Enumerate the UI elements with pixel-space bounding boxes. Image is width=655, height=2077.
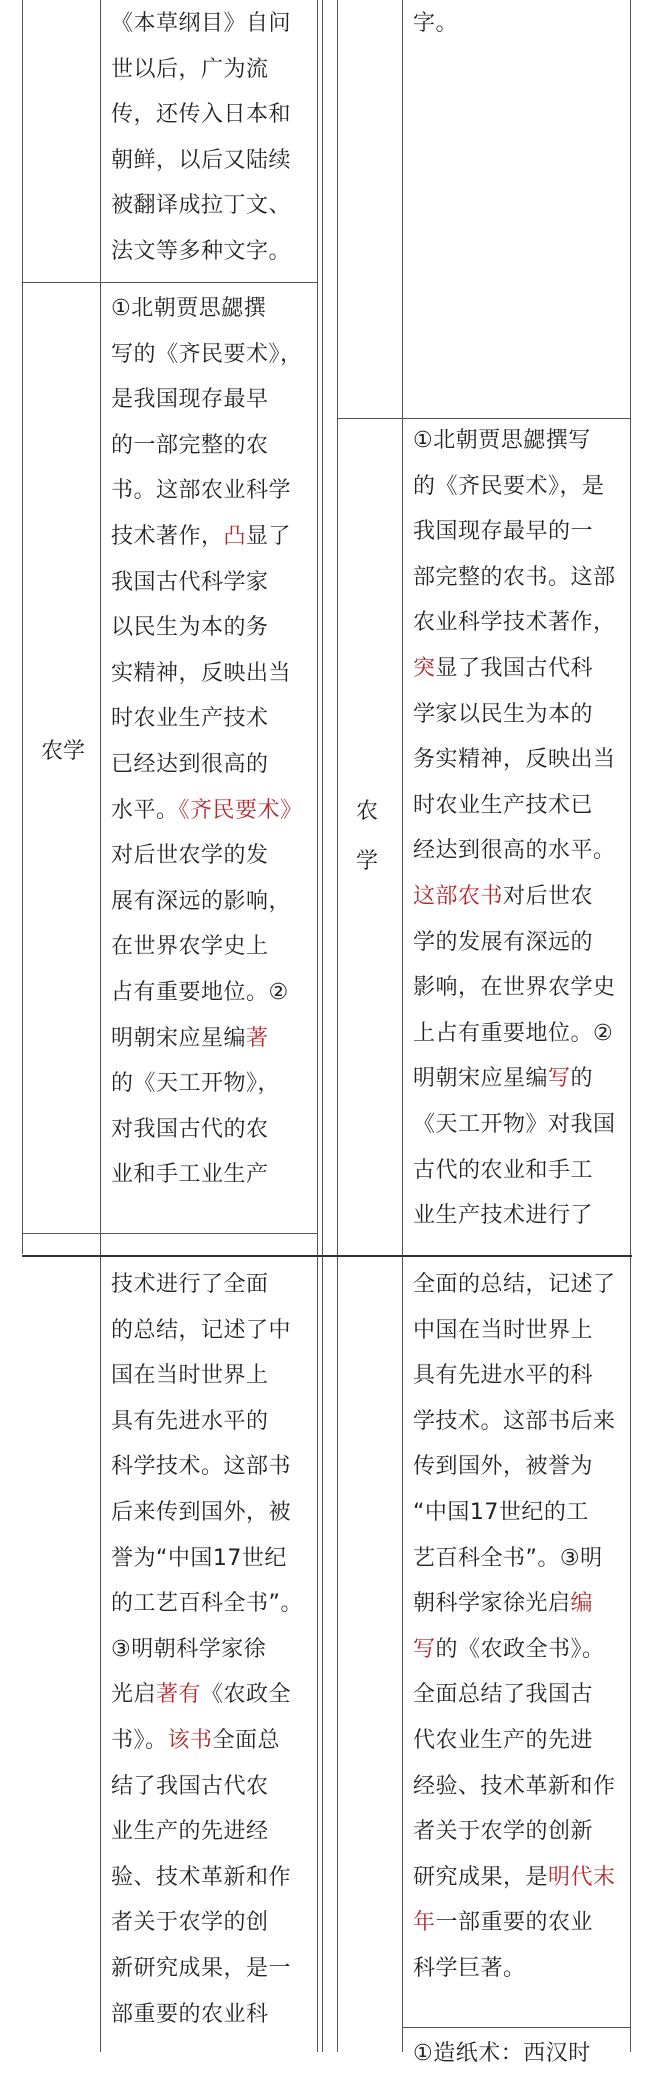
right-bottom-row-divider xyxy=(402,2027,631,2028)
text-line xyxy=(413,1399,616,1445)
text-line xyxy=(111,605,303,651)
text-segment: 科学技术。这部书 xyxy=(111,1454,292,1480)
right-continued-cell-text xyxy=(413,1262,616,1992)
text-line xyxy=(111,1900,303,1946)
text-line xyxy=(111,924,303,970)
text-line xyxy=(111,423,303,469)
text-line xyxy=(413,418,616,464)
text-line xyxy=(111,651,303,697)
text-segment: 传，还传入日本和 xyxy=(111,102,292,128)
text-line xyxy=(111,183,291,229)
text-segment: 代农业生产的先进 xyxy=(413,1727,594,1753)
highlighted-text: 著有 xyxy=(156,1682,202,1708)
text-line xyxy=(111,1444,303,1490)
highlighted-text: 《齐民要术》 xyxy=(178,797,303,823)
text-line xyxy=(111,1809,303,1855)
text-line xyxy=(111,1855,303,1901)
right-agri-label-char-2: 学 xyxy=(356,849,379,874)
text-line xyxy=(111,879,303,925)
text-segment: 学技术。这部书后来 xyxy=(413,1408,616,1434)
text-segment: 我国现存最早的一 xyxy=(413,519,594,545)
text-segment: 国在当时世界上 xyxy=(111,1363,269,1389)
text-line xyxy=(413,1011,616,1057)
text-segment: 的总结，记述了中 xyxy=(111,1317,292,1343)
text-segment: 书》。 xyxy=(111,1727,168,1753)
text-line xyxy=(413,1262,616,1308)
text-segment: 是我国现存最早 xyxy=(111,387,269,413)
highlighted-text: 明代末 xyxy=(548,1864,616,1890)
text-segment: 业生产技术进行了 xyxy=(413,1203,594,1229)
highlighted-text: 突 xyxy=(413,655,436,681)
text-line xyxy=(413,965,616,1011)
right-table-column-divider xyxy=(402,0,403,2052)
text-line xyxy=(111,1,291,47)
highlighted-text: 写 xyxy=(413,1636,436,1662)
text-segment: 中国在当时世界上 xyxy=(413,1317,594,1343)
text-line xyxy=(111,47,291,93)
text-segment: 世以后，广为流 xyxy=(111,56,269,82)
page-break-line xyxy=(22,1255,632,1257)
highlighted-text: 年 xyxy=(413,1910,436,1936)
text-segment: ①北朝贾思勰撰 xyxy=(111,296,267,321)
text-segment: 影响，在世界农学史 xyxy=(413,975,616,1001)
text-line xyxy=(413,1764,616,1810)
text-segment: 学的发展有深远的 xyxy=(413,929,594,955)
text-line xyxy=(413,1946,616,1992)
text-segment: 在世界农学史上 xyxy=(111,934,269,960)
text-segment: 技术进行了全面 xyxy=(111,1272,269,1297)
text-segment: 展有深远的影响， xyxy=(111,888,292,914)
text-line xyxy=(111,229,291,275)
text-segment: 学家以民生为本的 xyxy=(413,701,594,727)
text-segment: 的《齐民要术》，是 xyxy=(413,473,605,499)
text-segment: 者关于农学的创新 xyxy=(413,1819,594,1845)
text-line xyxy=(413,555,616,601)
text-line xyxy=(111,468,303,514)
left-table-right-border-inner xyxy=(322,0,323,2052)
text-segment: 全面总 xyxy=(212,1727,281,1753)
text-segment: 占有重要地位。② xyxy=(111,979,289,1005)
text-line xyxy=(111,696,303,742)
text-segment: 经验、技术革新和作 xyxy=(413,1773,616,1799)
text-segment: 结了我国古代农 xyxy=(111,1773,269,1799)
text-segment: 上占有重要地位。② xyxy=(413,1020,614,1046)
text-segment: 农业科学技术著作， xyxy=(413,610,616,636)
text-line xyxy=(413,1193,616,1239)
left-top-cell-text xyxy=(111,1,291,275)
text-line xyxy=(413,1056,616,1102)
text-segment: 科学巨著。 xyxy=(413,1955,526,1981)
text-segment: 《本草纲目》自问 xyxy=(111,11,292,36)
text-line xyxy=(111,1107,303,1153)
text-line xyxy=(111,833,303,879)
text-line xyxy=(111,1672,303,1718)
highlighted-text: 该书 xyxy=(167,1727,213,1753)
text-line xyxy=(413,1536,616,1582)
text-line xyxy=(111,1399,303,1445)
text-line xyxy=(111,514,303,560)
text-line xyxy=(413,828,616,874)
text-line xyxy=(111,1308,303,1354)
text-segment: ①造纸术：西汉时 xyxy=(413,2041,591,2066)
left-row-divider xyxy=(22,282,318,283)
text-line xyxy=(111,1016,303,1062)
text-segment: 写的《齐民要术》， xyxy=(111,341,303,367)
text-segment: 书。这部农业科学 xyxy=(111,478,292,504)
text-segment: 《农政全 xyxy=(201,1682,292,1708)
text-segment: 研究成果，是 xyxy=(413,1864,549,1890)
text-line xyxy=(413,1148,616,1194)
text-segment: ③明朝科学家徐 xyxy=(111,1636,267,1662)
text-segment: 传到国外，被誉为 xyxy=(413,1454,594,1480)
text-segment: “中国17世纪的工 xyxy=(413,1499,589,1525)
right-table-outer-border xyxy=(337,0,338,2052)
text-segment: 字。 xyxy=(413,11,459,36)
text-line xyxy=(413,692,616,738)
text-line xyxy=(111,1764,303,1810)
text-segment: 者关于农学的创 xyxy=(111,1910,269,1936)
text-line xyxy=(111,1718,303,1764)
text-line xyxy=(111,1061,303,1107)
text-line xyxy=(413,1855,616,1901)
text-line xyxy=(413,1809,616,1855)
text-line xyxy=(111,1946,303,1992)
left-table-right-border xyxy=(317,0,318,2052)
text-segment: 法文等多种文字。 xyxy=(111,238,292,264)
text-segment: 验、技术革新和作 xyxy=(111,1864,292,1890)
left-table-outer-border xyxy=(22,0,23,1254)
text-segment: 誉为“中国17世纪 xyxy=(111,1545,287,1571)
text-line xyxy=(111,742,303,788)
text-segment: 的一部完整的农 xyxy=(111,432,269,458)
text-segment: 显了我国古代科 xyxy=(435,655,594,681)
text-line xyxy=(111,286,303,332)
text-segment: 朝科学家徐光启 xyxy=(413,1591,571,1617)
text-line xyxy=(413,646,616,692)
text-segment: 时农业生产技术已 xyxy=(413,792,594,818)
text-segment: ①北朝贾思勰撰写 xyxy=(413,428,591,453)
text-segment: 我国古代科学家 xyxy=(111,569,269,595)
highlighted-text: 编 xyxy=(570,1591,594,1617)
text-line xyxy=(111,1262,303,1308)
text-line xyxy=(413,2031,591,2077)
right-agri-label-char-1: 农 xyxy=(356,799,379,824)
text-segment: 业和手工业生产 xyxy=(111,1162,269,1188)
text-line xyxy=(413,1308,616,1354)
text-line xyxy=(413,1490,616,1536)
text-segment: 光启 xyxy=(111,1682,157,1708)
text-line xyxy=(413,1581,616,1627)
text-segment: 具有先进水平的科 xyxy=(413,1363,594,1389)
text-segment: 实精神，反映出当 xyxy=(111,660,292,686)
text-segment: 技术著作， xyxy=(111,523,224,549)
text-line xyxy=(413,1353,616,1399)
text-segment: 对我国古代的农 xyxy=(111,1116,269,1142)
text-segment: 的《农政全书》。 xyxy=(435,1636,605,1662)
text-segment: 艺百科全书”。③明 xyxy=(413,1545,603,1571)
text-line xyxy=(111,1490,303,1536)
text-segment: 经达到很高的水平。 xyxy=(413,838,616,864)
text-line xyxy=(111,332,303,378)
left-continued-cell-text xyxy=(111,1262,303,2037)
text-line xyxy=(111,560,303,606)
text-line xyxy=(111,1536,303,1582)
text-line xyxy=(111,1581,303,1627)
text-line xyxy=(413,1718,616,1764)
text-segment: 对后世农 xyxy=(503,883,594,909)
left-table-bottom-border xyxy=(22,1233,318,1234)
text-line xyxy=(111,377,303,423)
text-line xyxy=(111,1992,303,2038)
text-segment: 被翻译成拉丁文、 xyxy=(111,193,292,219)
left-table-column-divider xyxy=(100,0,101,2052)
text-line xyxy=(413,1627,616,1673)
highlighted-text: 凸 xyxy=(223,523,247,549)
left-agri-label: 农学 xyxy=(41,739,86,764)
text-segment: 部重要的农业科 xyxy=(111,2001,269,2027)
text-segment: 全面的总结，记述了 xyxy=(413,1272,616,1297)
right-bottom-cell-text xyxy=(413,2031,591,2077)
text-line xyxy=(413,1444,616,1490)
text-line xyxy=(413,509,616,555)
text-line xyxy=(413,600,616,646)
text-segment: 水平。 xyxy=(111,797,179,823)
text-segment: 部完整的农书。这部 xyxy=(413,564,616,590)
highlighted-text: 写 xyxy=(548,1066,571,1092)
text-segment: 明朝宋应星编 xyxy=(111,1025,247,1051)
text-line xyxy=(111,788,303,834)
text-line xyxy=(413,464,616,510)
text-segment: 以民生为本的务 xyxy=(111,615,269,641)
text-line xyxy=(111,138,291,184)
text-segment: 新研究成果，是一 xyxy=(111,1955,292,1981)
right-top-cell-text xyxy=(413,1,458,47)
text-segment: 务实精神，反映出当 xyxy=(413,747,616,773)
text-line xyxy=(111,1627,303,1673)
text-segment: 后来传到国外，被 xyxy=(111,1499,292,1525)
text-line xyxy=(413,1102,616,1148)
text-segment: 的 xyxy=(570,1066,594,1092)
text-segment: 明朝宋应星编 xyxy=(413,1066,549,1092)
text-segment: 全面总结了我国古 xyxy=(413,1682,594,1708)
text-line xyxy=(111,1152,303,1198)
text-segment: 时农业生产技术 xyxy=(111,706,269,732)
text-segment: 朝鲜，以后又陆续 xyxy=(111,147,292,173)
text-line xyxy=(413,783,616,829)
text-segment: 具有先进水平的 xyxy=(111,1408,269,1434)
highlighted-text: 这部农书 xyxy=(413,883,504,909)
text-line xyxy=(413,874,616,920)
text-line xyxy=(413,920,616,966)
right-agri-cell-text xyxy=(413,418,616,1239)
text-line xyxy=(413,1,458,47)
text-segment: 业生产的先进经 xyxy=(111,1819,269,1845)
text-segment: 古代的农业和手工 xyxy=(413,1157,594,1183)
text-segment: 对后世农学的发 xyxy=(111,843,269,869)
right-table-right-border xyxy=(630,0,631,2052)
text-line xyxy=(111,92,291,138)
text-segment: 的《天工开物》， xyxy=(111,1071,281,1097)
left-agri-cell-text xyxy=(111,286,303,1198)
text-line xyxy=(413,1900,616,1946)
text-segment: 一部重要的农业 xyxy=(435,1910,594,1936)
text-segment: 显了 xyxy=(246,523,292,549)
text-line xyxy=(111,970,303,1016)
text-line xyxy=(413,737,616,783)
text-segment: 的工艺百科全书”。 xyxy=(111,1591,303,1617)
text-segment: 已经达到很高的 xyxy=(111,751,269,777)
text-segment: 《天工开物》对我国 xyxy=(413,1111,616,1137)
highlighted-text: 著 xyxy=(246,1025,269,1051)
text-line xyxy=(111,1353,303,1399)
text-line xyxy=(413,1672,616,1718)
